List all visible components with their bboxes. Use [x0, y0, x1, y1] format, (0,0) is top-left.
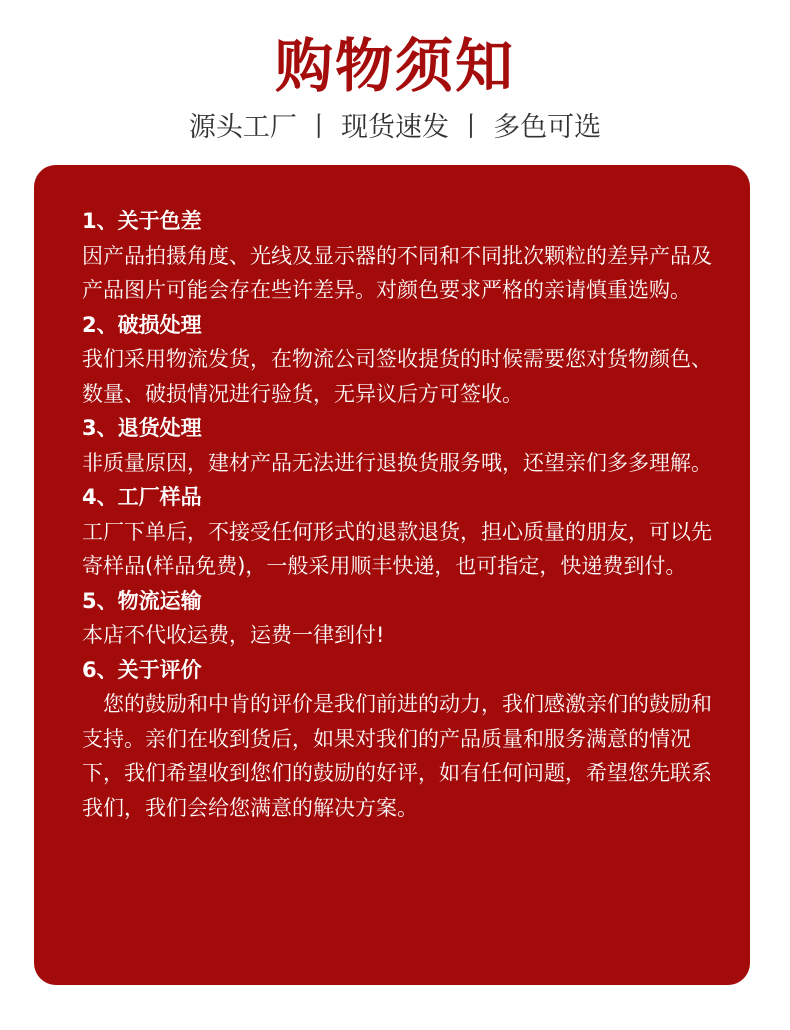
section-title: 4、工厂样品: [82, 485, 202, 509]
section-damage-handling: [82, 308, 732, 412]
section-factory-samples: [82, 480, 732, 584]
section-color-difference: [82, 204, 732, 308]
section-title: 5、物流运输: [82, 588, 202, 613]
section-body: 您的鼓励和中肯的评价是我们前进的动力，我们感激亲们的鼓励和支持。亲们在收到货后，如果对我们的产品质量和服务满意的情况下，我们希望收到您们的鼓励的好评，如有任何问题，希望您先联系我们，我们会给您满意的解决方案。: [82, 692, 712, 820]
section-body: 本店不代收运费，运费一律到付!: [82, 623, 385, 647]
page-subtitle: 源头工厂 丨 现货速发 丨 多色可选: [188, 112, 602, 143]
page-title: 购物须知: [274, 32, 515, 100]
section-title: 1、关于色差: [82, 209, 202, 233]
section-title: 6、关于评价: [82, 657, 202, 682]
section-body: 工厂下单后，不接受任何形式的退款退货，担心质量的朋友，可以先寄样品(样品免费)，一般采用顺丰快递，也可指定，快递费到付。: [82, 519, 712, 578]
section-body: 非质量原因，建材产品无法进行退换货服务哦，还望亲们多多理解。: [82, 450, 712, 475]
section-reviews: [82, 653, 732, 826]
section-body: 我们采用物流发货，在物流公司签收提货的时候需要您对货物颜色、数量、破损情况进行验货，无异议后方可签收。: [82, 347, 712, 406]
section-body: 因产品拍摄角度、光线及显示器的不同和不同批次颗粒的差异产品及产品图片可能会存在些许差异。对颜色要求严格的亲请慎重选购。: [82, 243, 712, 302]
section-logistics: [82, 584, 732, 653]
section-title: 3、退货处理: [82, 416, 202, 440]
section-return-handling: [82, 411, 732, 480]
section-title: 2、破损处理: [82, 312, 202, 337]
notice-content: [82, 204, 732, 825]
